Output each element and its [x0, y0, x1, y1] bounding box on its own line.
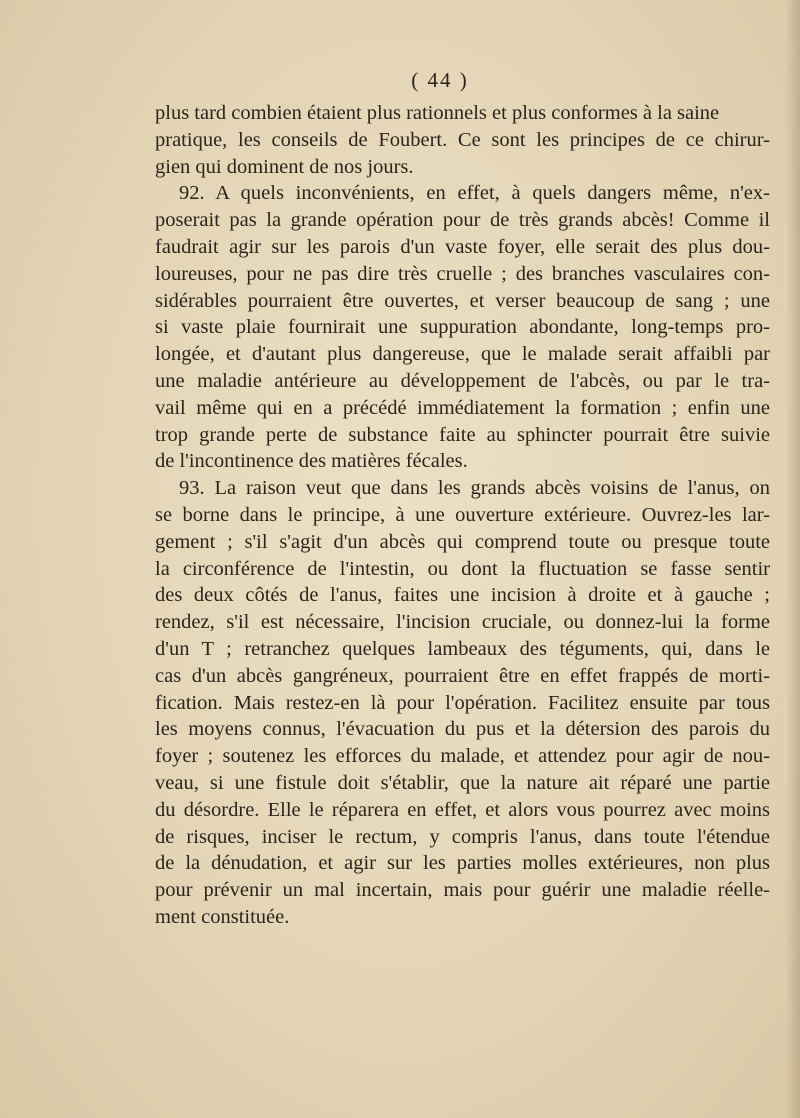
text-line: la circonférence de l'intestin, ou dont la fluctuation se fasse sentir: [155, 557, 770, 580]
text-line: plus tard combien étaient plus rationnels et plus conformes à la saine: [155, 102, 720, 124]
text-line: longée, et d'autant plus dangereuse, que le malade serait affaibli par: [155, 343, 770, 366]
text-line: des deux côtés de l'anus, faites une incision à droite et à gauche ;: [155, 584, 770, 607]
text-line: sidérables pourraient être ouvertes, et verser beaucoup de sang ; une: [155, 289, 770, 312]
text-line: gien qui dominent de nos jours.: [155, 155, 414, 178]
text-line: vail même qui en a précédé immédiatement la formation ; enfin une: [155, 396, 770, 419]
body-text: [155, 100, 770, 931]
text-line: de la dénudation, et agir sur les parties molles extérieures, non plus: [155, 852, 770, 875]
text-line: poserait pas la grande opération pour de très grands abcès! Comme il: [155, 209, 770, 232]
text-line: se borne dans le principe, à une ouverture extérieure. Ouvrez-les lar-: [155, 503, 770, 526]
text-line: foyer ; soutenez les efforces du malade, et attendez pour agir de nou-: [155, 745, 770, 768]
page-number: ( 44 ): [411, 68, 469, 92]
text-line: 93. La raison veut que dans les grands abcès voisins de l'anus, on: [179, 477, 770, 500]
text-line: du désordre. Elle le réparera en effet, et alors vous pourrez avec moins: [155, 798, 770, 821]
text-line: d'un T ; retranchez quelques lambeaux des téguments, qui, dans le: [155, 637, 770, 660]
text-line: faudrait agir sur les parois d'un vaste foyer, elle serait des plus dou-: [155, 235, 770, 258]
text-line: pour prévenir un mal incertain, mais pour guérir une maladie réelle-: [155, 879, 770, 902]
page-edge-shadow: [786, 0, 800, 1118]
text-line: fication. Mais restez-en là pour l'opération. Facilitez ensuite par tous: [155, 691, 770, 714]
text-line: gement ; s'il s'agit d'un abcès qui comprend toute ou presque toute: [155, 530, 770, 553]
text-line: de l'incontinence des matières fécales.: [155, 450, 468, 473]
text-line: loureuses, pour ne pas dire très cruelle ; des branches vasculaires con-: [155, 262, 770, 285]
text-line: trop grande perte de substance faite au sphincter pourrait être suivie: [155, 423, 770, 446]
text-line: rendez, s'il est nécessaire, l'incision cruciale, ou donnez-lui la forme: [155, 611, 770, 634]
text-line: cas d'un abcès gangréneux, pourraient être en effet frappés de morti-: [155, 664, 770, 687]
text-line: 92. A quels inconvénients, en effet, à quels dangers même, n'ex-: [179, 182, 770, 205]
text-line: si vaste plaie fournirait une suppuration abondante, long-temps pro-: [155, 316, 770, 339]
text-line: les moyens connus, l'évacuation du pus et la détersion des parois du: [155, 718, 770, 741]
text-line: une maladie antérieure au développement de l'abcès, ou par le tra-: [155, 369, 770, 392]
text-line: ment constituée.: [155, 905, 290, 928]
text-line: pratique, les conseils de Foubert. Ce sont les principes de ce chirur-: [155, 128, 770, 151]
text-line: veau, si une fistule doit s'établir, que la nature ait réparé une partie: [155, 771, 770, 794]
text-line: de risques, inciser le rectum, y compris l'anus, dans toute l'étendue: [155, 825, 770, 848]
